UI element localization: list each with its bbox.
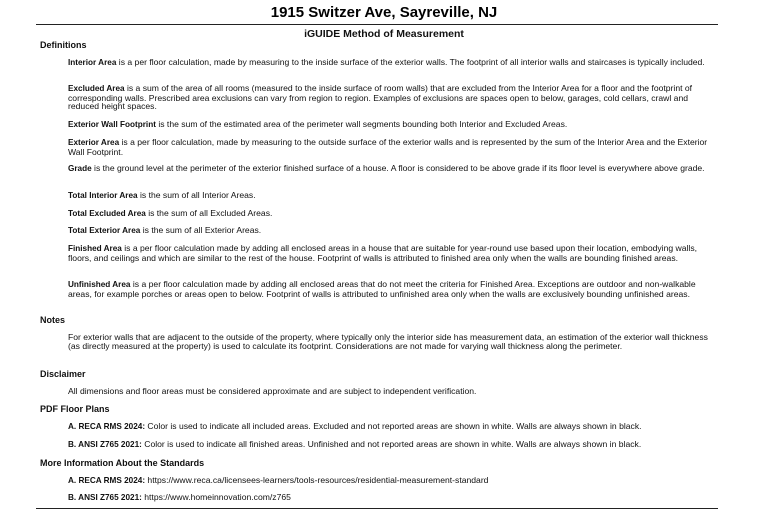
more-info-heading: More Information About the Standards — [40, 458, 205, 468]
standard-link[interactable]: https://www.homeinnovation.com/z765 — [141, 492, 291, 502]
definition-excluded-area — [68, 84, 720, 111]
definitions-heading: Definitions — [40, 40, 87, 50]
definition-grade — [68, 164, 720, 174]
definition-text: is a per floor calculation made by adding all enclosed areas that do not meet the criteria for Finished Area. Exceptions are outdoor and non-walkable areas, for example porches or areas open to below. Footprint of walls is attributed to unfinished area only when the walls are exclusively bounding unfinished areas. — [68, 279, 696, 299]
notes-text: For exterior walls that are adjacent to the outside of the property, where typically only the interior side has measurement data, an estimation of the exterior wall thickness (as directly measured at the property) is used to calculate its footprint. Considerations are not made for varying wall thickness along the perimeter. — [68, 332, 708, 351]
pdf-floor-plan-item-b — [68, 440, 720, 450]
definition-term: Excluded Area — [68, 84, 125, 93]
definition-term: Total Exterior Area — [68, 226, 141, 235]
definition-term: Interior Area — [68, 58, 117, 67]
standard-label: B. ANSI Z765 2021: — [68, 440, 142, 449]
standard-label: A. RECA RMS 2024: — [68, 476, 146, 485]
definition-exterior-wall-footprint — [68, 120, 720, 130]
definition-text: is a per floor calculation, made by measuring to the outside surface of the exterior walls and is represented by the sum of the Interior Area and the Exterior Wall Footprint. — [68, 137, 708, 157]
bottom-divider — [36, 508, 718, 509]
pdf-floor-plan-item-a — [68, 422, 720, 432]
definition-term: Unfinished Area — [68, 280, 131, 289]
more-info-item-b — [68, 493, 720, 503]
definition-text: is the ground level at the perimeter of the exterior finished surface of a house. A floor is considered to be above grade if its floor level is everywhere above grade. — [91, 163, 705, 173]
definition-interior-area — [68, 58, 720, 68]
more-info-item-a — [68, 476, 720, 486]
top-divider — [36, 24, 718, 25]
definition-exterior-area — [68, 138, 720, 156]
definition-term: Total Interior Area — [68, 191, 138, 200]
document-title: 1915 Switzer Ave, Sayreville, NJ — [270, 4, 498, 21]
disclaimer-text: All dimensions and floor areas must be considered approximate and are subject to independent verification. — [68, 386, 477, 396]
standard-description: Color is used to indicate all included areas. Excluded and not reported areas are shown in white. Walls are always shown in black. — [145, 421, 642, 431]
definition-text: is a sum of the area of all rooms (measured to the inside surface of room walls) that are excluded from the Interior Area for a floor and the footprint of corresponding walls. Prescribed area exclusions can vary from region to region. Examples of exclusions are spaces open to below, garages, cold cellars, crawl and reduced height spaces. — [68, 83, 693, 112]
definition-text: is the sum of all Exterior Areas. — [140, 225, 262, 235]
definition-term: Grade — [68, 164, 92, 173]
definition-unfinished-area — [68, 280, 720, 298]
definition-term: Exterior Area — [68, 138, 120, 147]
document-subtitle: iGUIDE Method of Measurement — [304, 28, 464, 40]
notes-heading: Notes — [40, 315, 66, 325]
definition-text: is a per floor calculation, made by measuring to the inside surface of the exterior walls. The footprint of all interior walls and staircases is typically included. — [116, 57, 705, 67]
definition-total-excluded-area — [68, 209, 720, 219]
pdf-floor-plans-heading: PDF Floor Plans — [40, 404, 110, 414]
definition-text: is a per floor calculation made by adding all enclosed areas in a house that are suitable for year-round use based upon their location, embodying walls, floors, and ceilings and which are similar to the rest of the house. Footprint of walls is attributed to finished area only when the walls are bounding finished areas. — [68, 243, 698, 263]
definition-term: Total Excluded Area — [68, 209, 146, 218]
disclaimer-heading: Disclaimer — [40, 369, 86, 379]
definition-total-interior-area — [68, 191, 720, 201]
standard-description: Color is used to indicate all finished areas. Unfinished and not reported areas are shown in white. Walls are always shown in black. — [141, 439, 642, 449]
definition-term: Exterior Wall Footprint — [68, 120, 156, 129]
standard-link[interactable]: https://www.reca.ca/licensees-learners/tools-resources/residential-measurement-standard — [145, 475, 489, 485]
standard-label: B. ANSI Z765 2021: — [68, 493, 142, 502]
definition-total-exterior-area — [68, 226, 720, 236]
definition-term: Finished Area — [68, 244, 122, 253]
standard-label: A. RECA RMS 2024: — [68, 422, 146, 431]
definition-finished-area — [68, 244, 720, 262]
definition-text: is the sum of all Excluded Areas. — [145, 208, 273, 218]
definition-text: is the sum of the estimated area of the perimeter wall segments bounding both Interior and Excluded Areas. — [155, 119, 568, 129]
definition-text: is the sum of all Interior Areas. — [137, 190, 256, 200]
